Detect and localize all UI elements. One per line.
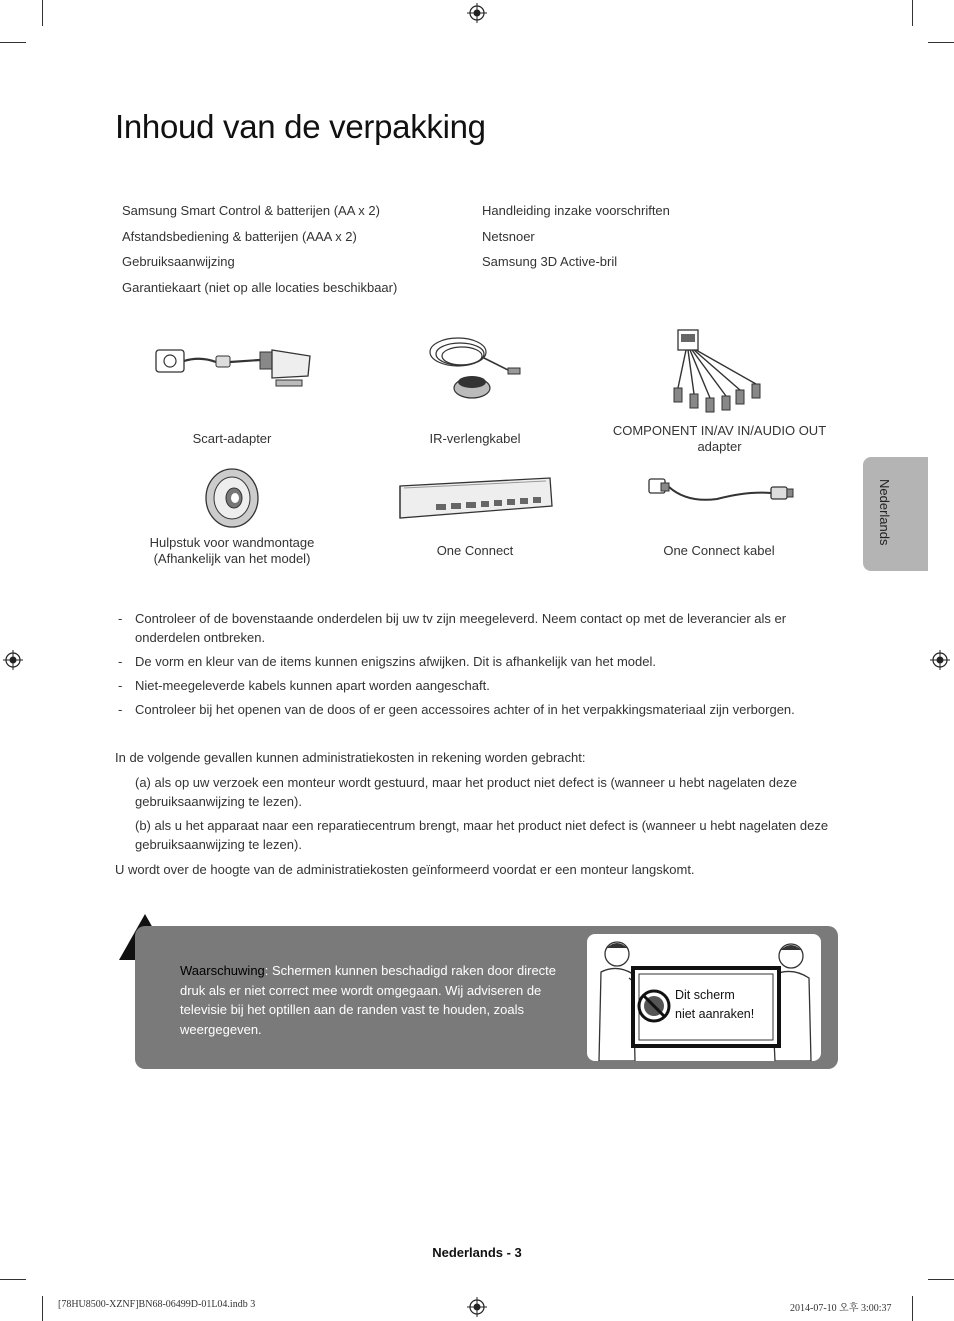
page-number: Nederlands - 3 xyxy=(432,1245,522,1260)
note-item: - Controleer of de bovenstaande onderdelen bij uw tv zijn meegeleverd. Neem contact op met de leverancier als er onderdelen ontbreken. xyxy=(118,611,787,645)
crop-mark xyxy=(928,1279,954,1280)
crop-mark xyxy=(928,42,954,43)
item-label-one-connect-cable: One Connect kabel xyxy=(663,543,775,558)
item-label-wall-mount: Hulpstuk voor wandmontage (Afhankelijk van het model) xyxy=(149,535,315,566)
tv-screen-text: Dit scherm niet aanraken! xyxy=(675,988,755,1021)
scart-adapter-icon xyxy=(152,340,314,390)
item-label-one-connect: One Connect xyxy=(436,543,514,558)
wall-mount-holder-icon xyxy=(204,467,260,529)
component-adapter-icon xyxy=(666,328,772,414)
item-label-scart-adapter: Scart-adapter xyxy=(192,431,272,446)
item-label-component-adapter: COMPONENT IN/AV IN/AUDIO OUT adapter xyxy=(612,423,827,454)
item-label-ir-cable: IR-verlengkabel xyxy=(429,431,521,446)
note-item: - Controleer bij het openen van de doos of er geen accessoires achter of in het verpakkingsmateriaal zijn verborgen. xyxy=(118,702,795,717)
list-item: Samsung Smart Control & batterijen (AA x 2) xyxy=(122,203,380,218)
language-side-tab-label: Nederlands xyxy=(877,479,892,546)
print-info-right: 2014-07-10 오후 3:00:37 xyxy=(790,1303,892,1314)
warning-label: Waarschuwing xyxy=(180,963,265,978)
list-item: Garantiekaart (niet op alle locaties beschikbaar) xyxy=(122,279,398,295)
crop-mark xyxy=(0,1279,26,1280)
registration-mark-icon xyxy=(467,1297,487,1317)
list-item: Netsnoer xyxy=(482,228,535,244)
notes-list xyxy=(115,609,835,724)
fees-intro: In de volgende gevallen kunnen administratiekosten in rekening worden gebracht: xyxy=(115,750,586,765)
tv-handling-illustration xyxy=(587,934,821,1061)
fees-outro: U wordt over de hoogte van de administratiekosten geïnformeerd voordat er een monteur langskomt. xyxy=(115,862,695,877)
registration-mark-icon xyxy=(467,3,487,23)
page-title: Inhoud van de verpakking xyxy=(115,108,486,145)
contents-list-right xyxy=(482,202,822,279)
note-item: - Niet-meegeleverde kabels kunnen apart worden aangeschaft. xyxy=(118,678,490,693)
crop-mark xyxy=(42,1296,43,1321)
one-connect-box-icon xyxy=(396,472,554,520)
language-side-tab xyxy=(863,457,928,571)
note-item: - De vorm en kleur van de items kunnen enigszins afwijken. Dit is afhankelijk van het model. xyxy=(118,654,656,669)
list-item: Samsung 3D Active-bril xyxy=(482,254,618,269)
fees-case-a: (a) als op uw verzoek een monteur wordt gestuurd, maar het product niet defect is (wanneer u hebt nagelaten deze gebruiksaanwijzing te lezen). xyxy=(135,775,797,809)
registration-mark-icon xyxy=(3,650,23,670)
contents-list-left xyxy=(122,202,462,304)
one-connect-cable-icon xyxy=(647,475,797,511)
crop-mark xyxy=(0,42,26,43)
crop-mark xyxy=(912,1296,913,1321)
print-info-left: [78HU8500-XZNF]BN68-06499D-01L04.indb 3 xyxy=(58,1299,256,1310)
list-item: Afstandsbediening & batterijen (AAA x 2) xyxy=(122,228,357,244)
list-item: Handleiding inzake voorschriften xyxy=(482,203,670,218)
warning-box xyxy=(135,926,838,1069)
warning-text: Waarschuwing: Schermen kunnen beschadigd raken door directe druk als er niet correct mee wordt omgegaan. Wij adviseren de televisie bij het optillen aan de randen vast te houden, zoals weergegeven. xyxy=(180,963,557,1037)
crop-mark xyxy=(42,0,43,26)
list-item: Gebruiksaanwijzing xyxy=(122,254,235,269)
crop-mark xyxy=(912,0,913,26)
registration-mark-icon xyxy=(930,650,950,670)
ir-extender-cable-icon xyxy=(428,330,524,404)
fees-case-b: (b) als u het apparaat naar een reparatiecentrum brengt, maar het product niet defect is (wanneer u hebt nagelaten deze gebruiksaanwijzing te lezen). xyxy=(135,818,829,852)
